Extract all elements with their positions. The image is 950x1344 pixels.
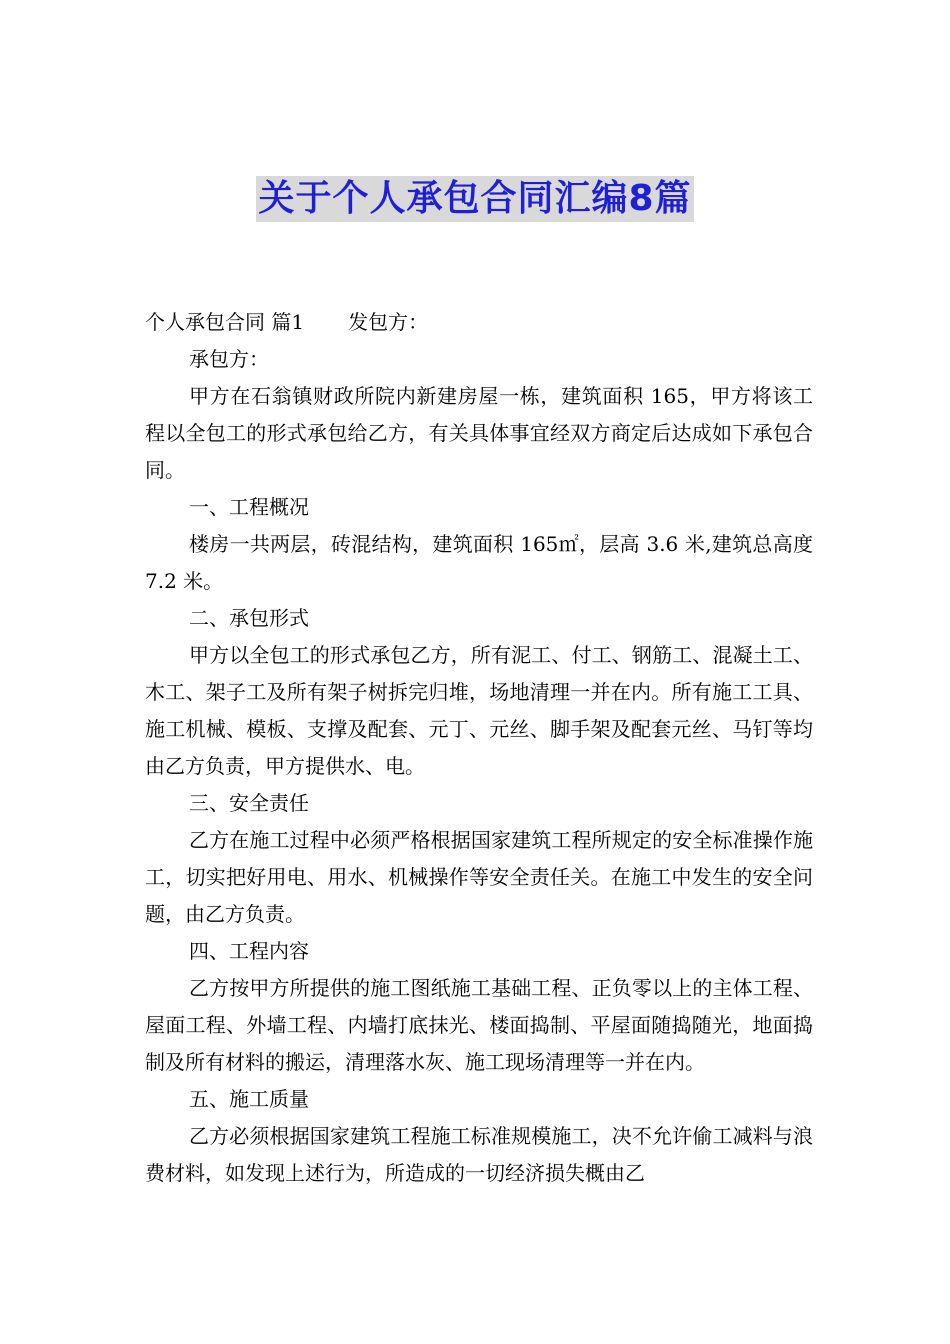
contract-heading: 个人承包合同 篇1 [145, 310, 305, 334]
section-heading: 二、承包形式 [189, 606, 309, 630]
document-body [145, 304, 813, 1192]
paragraph: 甲方以全包工的形式承包乙方，所有泥工、付工、钢筋工、混凝土工、木工、架子工及所有架子树拆完归堆，场地清理一并在内。所有施工工具、施工机械、模板、支撑及配套、元丁、元丝、脚手架及配套元丝、马钉等均由乙方负责，甲方提供水、电。 [145, 643, 813, 778]
first-line [145, 304, 813, 341]
paragraph: 楼房一共两层，砖混结构，建筑面积 165㎡，层高 3.6 米,建筑总高度 7.2 米。 [145, 532, 813, 593]
section-heading: 一、工程概况 [189, 495, 309, 519]
paragraph: 甲方在石翁镇财政所院内新建房屋一栋，建筑面积 165，甲方将该工程以全包工的形式承包给乙方，有关具体事宜经双方商定后达成如下承包合同。 [145, 384, 813, 482]
document-title: 关于个人承包合同汇编8篇 [256, 176, 693, 222]
first-party-label: 发包方： [348, 310, 429, 334]
paragraph: 承包方： [189, 347, 269, 371]
paragraph: 乙方按甲方所提供的施工图纸施工基础工程、正负零以上的主体工程、屋面工程、外墙工程、内墙打底抹光、楼面捣制、平屋面随捣随光，地面捣制及所有材料的搬运，清理落水灰、施工现场清理等一并在内。 [145, 976, 813, 1074]
section-heading: 三、安全责任 [189, 791, 309, 815]
title-container [0, 176, 950, 222]
paragraph: 乙方必须根据国家建筑工程施工标准规模施工，决不允许偷工减料与浪费材料，如发现上述行为，所造成的一切经济损失概由乙 [145, 1124, 813, 1185]
paragraph: 乙方在施工过程中必须严格根据国家建筑工程所规定的安全标准操作施工，切实把好用电、用水、机械操作等安全责任关。在施工中发生的安全问题，由乙方负责。 [145, 828, 813, 926]
section-heading: 四、工程内容 [189, 939, 309, 963]
section-heading: 五、施工质量 [189, 1087, 309, 1111]
